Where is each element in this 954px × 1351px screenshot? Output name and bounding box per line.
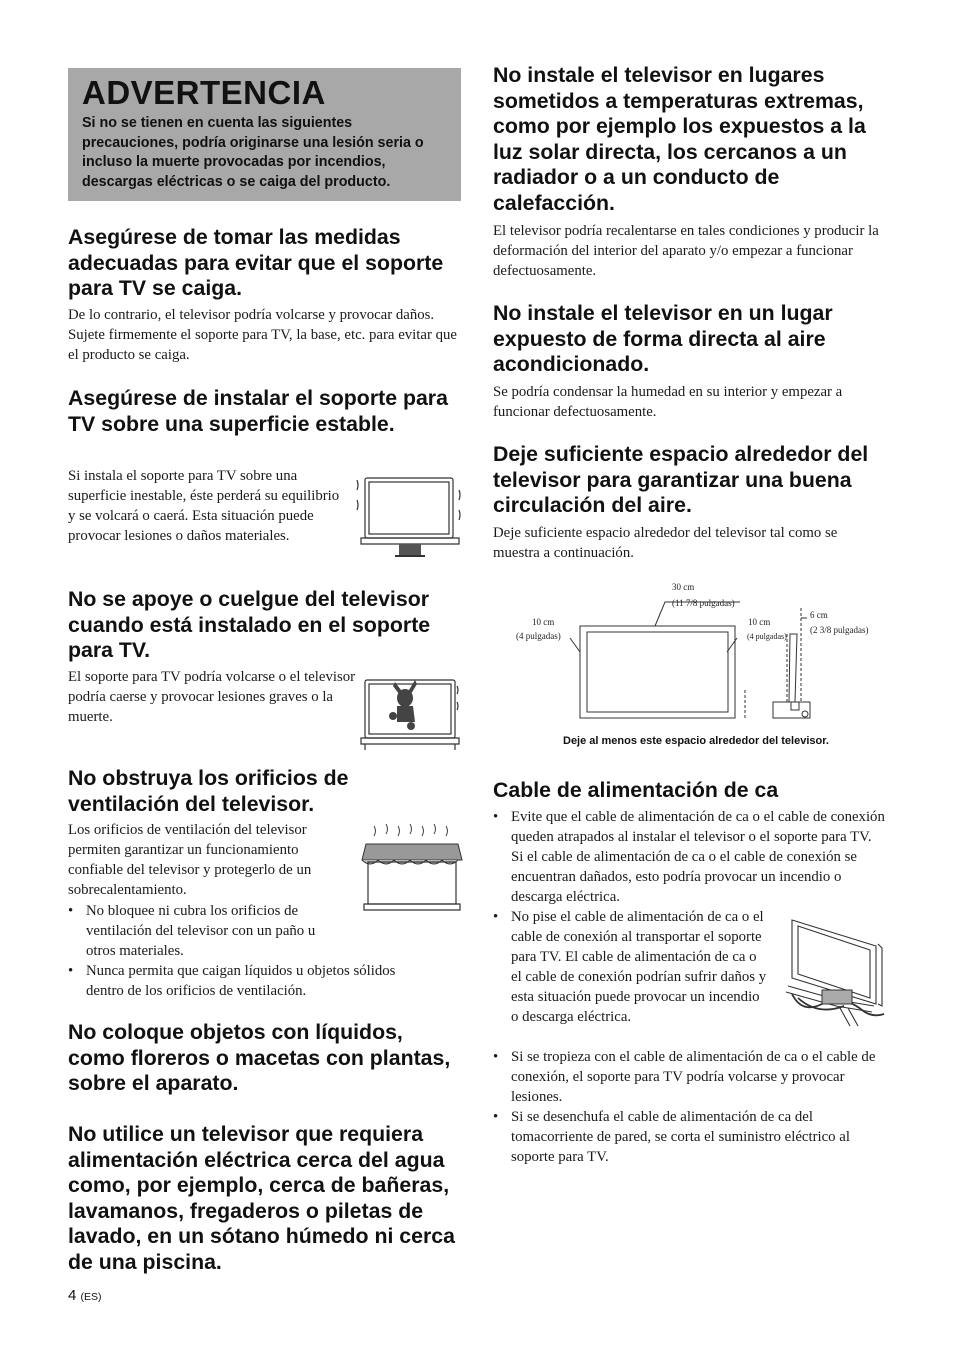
top-clearance-cm: 30 cm: [672, 582, 695, 592]
heading-agua: No utilice un televisor que requiera alimentación eléctrica cerca del agua como, por ejemplo, cerca de bañeras, lavamanos, fregaderos o piletas de lavado, en un sótano húmedo ni cerca de una piscina.: [68, 1122, 455, 1274]
hanging-child-illustration: [357, 672, 463, 760]
bullet-orificios-2: • Nunca permita que caigan líquidos u objetos sólidos dentro de los orificios de ventilación.: [68, 963, 396, 999]
left-clearance-cm: 10 cm: [532, 617, 555, 627]
body-soporte-caiga: De lo contrario, el televisor podría volcarse y provocar daños. Sujete firmemente el soporte para TV, la base, etc. para evitar que el producto se caiga.: [68, 307, 457, 363]
heading-no-apoye: No se apoye o cuelgue del televisor cuando está instalado en el soporte para TV.: [68, 587, 431, 662]
page-number: 4: [68, 1287, 77, 1304]
top-clearance-in: (11 7/8 pulgadas): [672, 598, 735, 608]
heading-soporte-caiga: Asegúrese de tomar las medidas adecuadas para evitar que el soporte para TV se caiga.: [68, 225, 444, 300]
bullet-cable-4: • Si se desenchufa el cable de alimentación de ca del tomacorriente de pared, se corta el suministro eléctrico al soporte para TV.: [493, 1109, 850, 1165]
heading-temperaturas: No instale el televisor en lugares sometidos a temperaturas extremas, como por ejemplo los expuestos a la luz solar directa, los cercanos a un radiador o a un conducto de calefacción.: [493, 63, 866, 215]
right-clearance-cm: 10 cm: [748, 617, 771, 627]
clearance-diagram: [505, 578, 895, 728]
warning-text: Si no se tienen en cuenta las siguientes precauciones, podría originarse una lesión seria o incluso la muerte provocadas por incendios, descargas eléctricas o se caiga del producto.: [82, 115, 424, 190]
heading-orificios: No obstruya los orificios de ventilación del televisor.: [68, 766, 349, 816]
bullet-cable-3: • Si se tropieza con el cable de alimentación de ca o el cable de conexión, el soporte para TV podría volcarse y provocar lesiones.: [493, 1049, 876, 1105]
bullet-cable-1: • Evite que el cable de alimentación de ca o el cable de conexión queden atrapados al instalar el televisor o el soporte para TV. Si el cable de alimentación de ca o el cable de conexión se encuentran dañados, esto podría provocar un incendio o descarga eléctrica.: [493, 809, 885, 905]
body-espacio: Deje suficiente espacio alrededor del televisor tal como se muestra a continuación.: [493, 525, 838, 561]
page-footer: [68, 1287, 102, 1304]
side-clearance-in: (2 3/8 pulgadas): [810, 625, 869, 635]
ventilation-illustration: [358, 822, 464, 918]
heading-cable: Cable de alimentación de ca: [493, 778, 779, 802]
left-clearance-in: (4 pulgadas): [516, 631, 561, 641]
heading-aire-acondicionado: No instale el televisor en un lugar expuesto de forma directa al aire acondicionado.: [493, 301, 833, 376]
body-temperaturas: El televisor podría recalentarse en tales condiciones y producir la deformación del interior del aparato y/o empezar a funcionar defectuosamente.: [493, 223, 879, 279]
heading-superficie-estable: Asegúrese de instalar el soporte para TV sobre una superficie estable.: [68, 386, 448, 436]
warning-title: ADVERTENCIA: [82, 74, 326, 111]
body-superficie-estable: Si instala el soporte para TV sobre una superficie inestable, éste perderá su equilibrio y se volcará o caerá. Esta situación puede provocar lesiones o daños materiales.: [68, 468, 340, 544]
side-clearance-cm: 6 cm: [810, 610, 828, 620]
unstable-stand-illustration: [355, 470, 463, 558]
heading-espacio: Deje suficiente espacio alrededor del televisor para garantizar una buena circulación del aire.: [493, 442, 869, 517]
body-no-apoye: El soporte para TV podría volcarse o el televisor podría caerse y provocar lesiones graves o la muerte.: [68, 669, 356, 725]
diagram-caption: Deje al menos este espacio alrededor del televisor.: [563, 735, 829, 747]
bullet-cable-2: • No pise el cable de alimentación de ca o el cable de conexión al transportar el soporte para TV. El cable de alimentación de ca o el cable de conexión podrían sufrir daños y esta situación puede provocar un incendio o descarga eléctrica.: [493, 909, 767, 1025]
body-orificios: Los orificios de ventilación del televisor permiten garantizar un funcionamiento confiable del televisor y protegerlo de un sobrecalentamiento.: [68, 822, 312, 898]
warning-box: [68, 68, 461, 201]
body-aire-acondicionado: Se podría condensar la humedad en su interior y empezar a funcionar defectuosamente.: [493, 384, 843, 420]
right-clearance-in: (4 pulgadas): [747, 632, 787, 641]
cable-stand-illustration: [778, 908, 886, 1032]
bullet-orificios-1: • No bloquee ni cubra los orificios de ventilación del televisor con un paño u otros materiales.: [68, 903, 316, 959]
page-language: (ES): [80, 1291, 102, 1303]
heading-liquidos: No coloque objetos con líquidos, como floreros o macetas con plantas, sobre el aparato.: [68, 1020, 451, 1095]
